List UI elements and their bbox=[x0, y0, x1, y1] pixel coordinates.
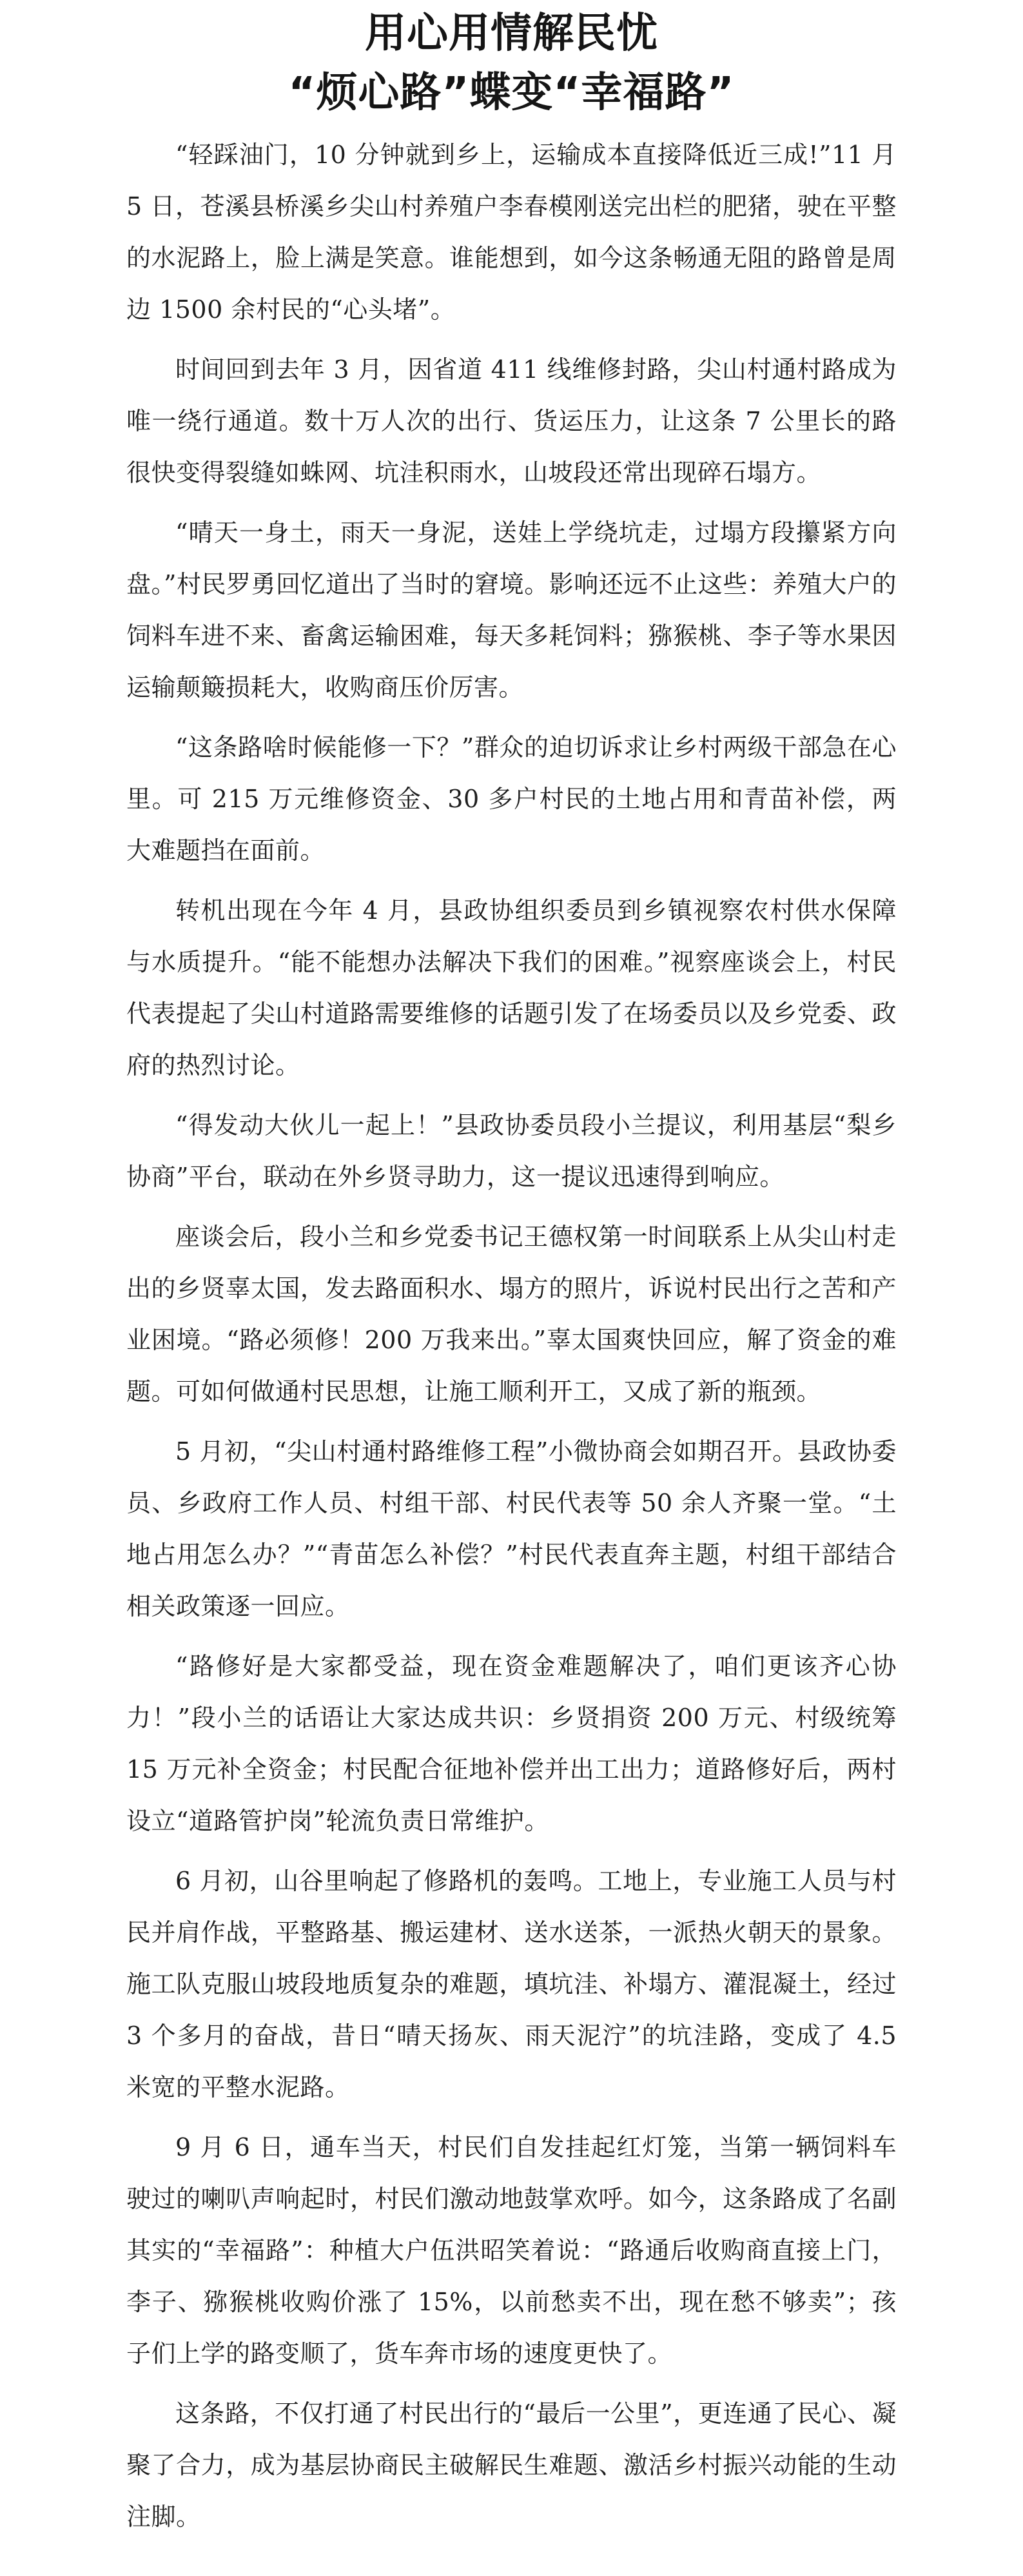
article-headline bbox=[0, 0, 1023, 123]
paragraph: “路修好是大家都受益，现在资金难题解决了，咱们更该齐心协力！”段小兰的话语让大家达成共识：乡贤捐资 200 万元、村级统筹 15 万元补全资金；村民配合征地补偿并出工出力；道路修好后，两村设立“道路管护岗”轮流负责日常维护。 bbox=[126, 1652, 897, 1835]
headline-line-1: 用心用情解民忧 bbox=[365, 10, 658, 57]
paragraph: 时间回到去年 3 月，因省道 411 线维修封路，尖山村通村路成为唯一绕行通道。数十万人次的出行、货运压力，让这条 7 公里长的路很快变得裂缝如蛛网、坑洼积雨水，山坡段还常出现碎石塌方。 bbox=[126, 355, 897, 487]
paragraph: 座谈会后，段小兰和乡党委书记王德权第一时间联系上从尖山村走出的乡贤辜太国，发去路面积水、塌方的照片，诉说村民出行之苦和产业困境。“路必须修！200 万我来出。”辜太国爽快回应，解了资金的难题。可如何做通村民思想，让施工顺利开工，又成了新的瓶颈。 bbox=[126, 1223, 897, 1406]
paragraph: “轻踩油门，10 分钟就到乡上，运输成本直接降低近三成!”11 月 5 日，苍溪县桥溪乡尖山村养殖户李春模刚送完出栏的肥猪，驶在平整的水泥路上，脸上满是笑意。谁能想到，如今这条畅通无阻的路曾是周边 1500 余村民的“心头堵”。 bbox=[126, 141, 897, 324]
headline-line-2: “烦心路”蝶变“幸福路” bbox=[288, 69, 735, 117]
paragraph: 5 月初，“尖山村通村路维修工程”小微协商会如期召开。县政协委员、乡政府工作人员、村组干部、村民代表等 50 余人齐聚一堂。“土地占用怎么办？”“青苗怎么补偿？”村民代表直奔主题，村组干部结合相关政策逐一回应。 bbox=[126, 1437, 897, 1620]
paragraph: “晴天一身土，雨天一身泥，送娃上学绕坑走，过塌方段攥紧方向盘。”村民罗勇回忆道出了当时的窘境。影响还远不止这些：养殖大户的饲料车进不来、畜禽运输困难，每天多耗饲料；猕猴桃、李子等水果因运输颠簸损耗大，收购商压价厉害。 bbox=[126, 518, 897, 702]
paragraph: 6 月初，山谷里响起了修路机的轰鸣。工地上，专业施工人员与村民并肩作战，平整路基、搬运建材、送水送茶，一派热火朝天的景象。施工队克服山坡段地质复杂的难题，填坑洼、补塌方、灌混凝土，经过 3 个多月的奋战，昔日“晴天扬灰、雨天泥泞”的坑洼路，变成了 4.5 米宽的平整水泥路。 bbox=[126, 1867, 897, 2101]
paragraph: 这条路，不仅打通了村民出行的“最后一公里”，更连通了民心、凝聚了合力，成为基层协商民主破解民生难题、激活乡村振兴动能的生动注脚。 bbox=[126, 2399, 897, 2531]
paragraph: “这条路啥时候能修一下？”群众的迫切诉求让乡村两级干部急在心里。可 215 万元维修资金、30 多户村民的土地占用和青苗补偿，两大难题挡在面前。 bbox=[126, 733, 897, 865]
paragraph: 9 月 6 日，通车当天，村民们自发挂起红灯笼，当第一辆饲料车驶过的喇叭声响起时，村民们激动地鼓掌欢呼。如今，这条路成了名副其实的“幸福路”：种植大户伍洪昭笑着说：“路通后收购商直接上门，李子、猕猴桃收购价涨了 15%，以前愁卖不出，现在愁不够卖”；孩子们上学的路变顺了，货车奔市场的速度更快了。 bbox=[126, 2133, 897, 2368]
paragraph: “得发动大伙儿一起上！”县政协委员段小兰提议，利用基层“梨乡协商”平台，联动在外乡贤寻助力，这一提议迅速得到响应。 bbox=[126, 1111, 897, 1191]
paragraph: 转机出现在今年 4 月，县政协组织委员到乡镇视察农村供水保障与水质提升。“能不能想办法解决下我们的困难。”视察座谈会上，村民代表提起了尖山村道路需要维修的话题引发了在场委员以及乡党委、政府的热烈讨论。 bbox=[126, 896, 897, 1079]
article-body bbox=[126, 129, 897, 2551]
